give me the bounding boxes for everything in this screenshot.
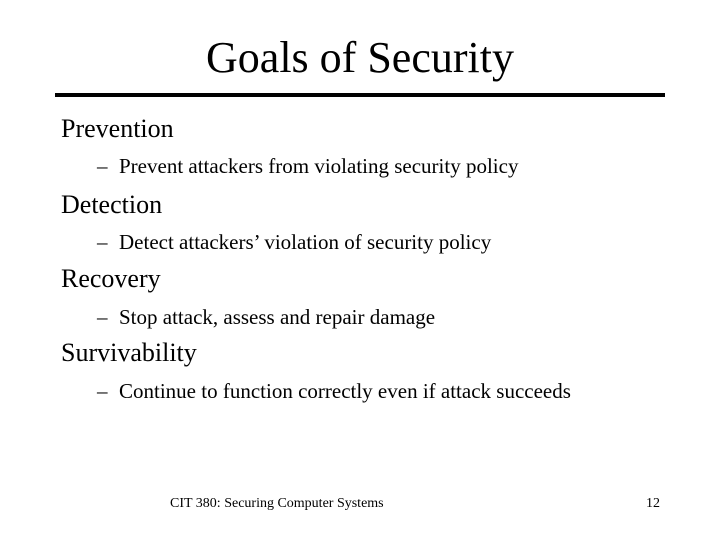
bullet-detection: Detection — [61, 190, 163, 219]
bullet-survivability: Survivability — [61, 338, 197, 367]
bullet-prevention: Prevention — [61, 114, 174, 143]
sub-bullet-prevention — [97, 153, 518, 179]
sub-bullet-text: Prevent attackers from violating security policy — [119, 154, 519, 178]
title-divider — [55, 93, 665, 97]
sub-bullet-text: Continue to function correctly even if attack succeeds — [119, 379, 571, 403]
slide-title: Goals of Security — [206, 33, 514, 82]
sub-bullet-recovery — [97, 304, 435, 330]
page-number: 12 — [646, 496, 660, 511]
sub-bullet-survivability — [97, 378, 571, 404]
sub-bullet-dash: – — [97, 305, 108, 329]
sub-bullet-text: Stop attack, assess and repair damage — [119, 305, 436, 329]
sub-bullet-dash: – — [97, 154, 108, 178]
bullet-recovery: Recovery — [61, 264, 161, 293]
sub-bullet-dash: – — [97, 379, 108, 403]
footer-text: CIT 380: Securing Computer Systems — [170, 496, 384, 511]
sub-bullet-text: Detect attackers’ violation of security policy — [119, 230, 492, 254]
sub-bullet-dash: – — [97, 230, 108, 254]
sub-bullet-detection — [97, 229, 491, 255]
